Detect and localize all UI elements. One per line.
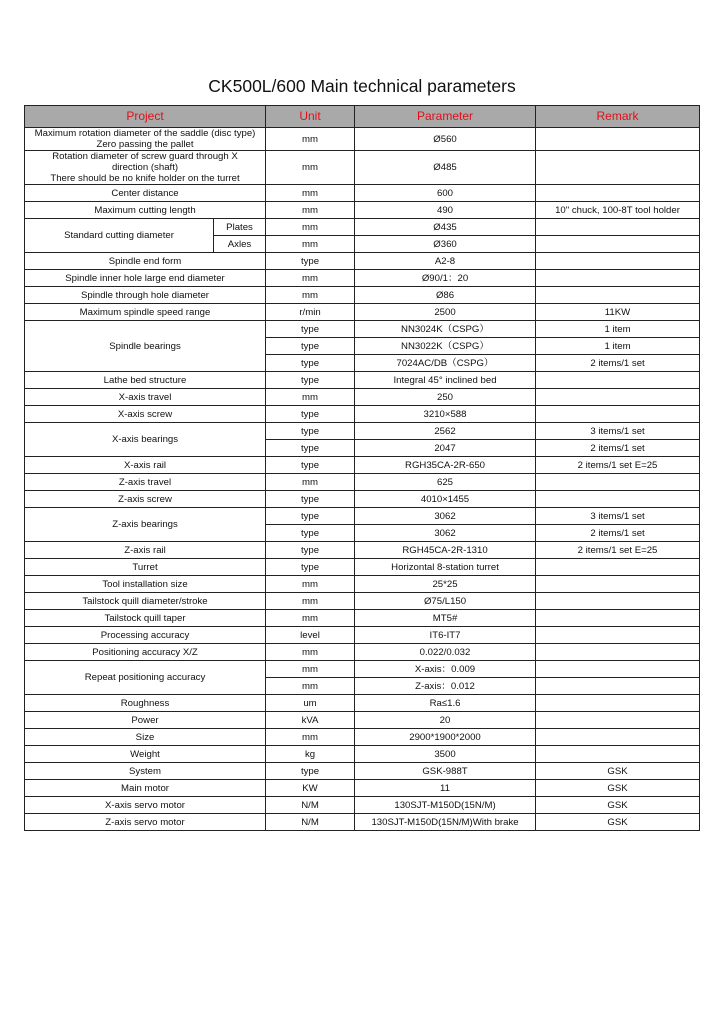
- parameter-cell: Ø86: [355, 287, 536, 304]
- parameter-cell: Ø560: [355, 128, 536, 151]
- project-line: Maximum rotation diameter of the saddle (disc type): [34, 128, 256, 139]
- remark-cell: 3 items/1 set: [536, 423, 700, 440]
- remark-cell: [536, 627, 700, 644]
- remark-cell: [536, 270, 700, 287]
- parameter-cell: 2500: [355, 304, 536, 321]
- unit-cell: type: [266, 338, 355, 355]
- unit-cell: type: [266, 525, 355, 542]
- parameter-cell: RGH35CA-2R-650: [355, 457, 536, 474]
- table-row: [25, 780, 700, 797]
- table-row: [25, 321, 700, 338]
- header-remark: Remark: [536, 106, 700, 128]
- unit-cell: mm: [266, 270, 355, 287]
- table-row: [25, 474, 700, 491]
- table-row: [25, 508, 700, 525]
- table-row: [25, 576, 700, 593]
- project-cell: Spindle inner hole large end diameter: [25, 270, 266, 287]
- project-cell: Power: [25, 712, 266, 729]
- remark-cell: [536, 389, 700, 406]
- unit-cell: mm: [266, 678, 355, 695]
- table-row: [25, 729, 700, 746]
- remark-cell: [536, 236, 700, 253]
- parameter-cell: Ø435: [355, 219, 536, 236]
- remark-cell: [536, 678, 700, 695]
- table-row: [25, 287, 700, 304]
- unit-cell: N/M: [266, 814, 355, 831]
- project-line: There should be no knife holder on the turret: [50, 173, 240, 184]
- remark-cell: [536, 128, 700, 151]
- remark-cell: [536, 287, 700, 304]
- parameter-cell: 250: [355, 389, 536, 406]
- parameter-cell: A2-8: [355, 253, 536, 270]
- project-cell: Processing accuracy: [25, 627, 266, 644]
- parameter-cell: NN3024K（CSPG）: [355, 321, 536, 338]
- table-row: [25, 661, 700, 678]
- project-cell: Lathe bed structure: [25, 372, 266, 389]
- unit-cell: mm: [266, 128, 355, 151]
- parameter-cell: RGH45CA-2R-1310: [355, 542, 536, 559]
- header-unit: Unit: [266, 106, 355, 128]
- project-cell: X-axis servo motor: [25, 797, 266, 814]
- remark-cell: [536, 253, 700, 270]
- project-cell: Z-axis servo motor: [25, 814, 266, 831]
- unit-cell: mm: [266, 474, 355, 491]
- project-cell: X-axis screw: [25, 406, 266, 423]
- project-cell: Turret: [25, 559, 266, 576]
- parameter-cell: 2562: [355, 423, 536, 440]
- unit-cell: mm: [266, 644, 355, 661]
- unit-cell: mm: [266, 610, 355, 627]
- project-cell: Spindle end form: [25, 253, 266, 270]
- parameter-cell: 11: [355, 780, 536, 797]
- project-line: Zero passing the pallet: [96, 139, 194, 150]
- unit-cell: mm: [266, 389, 355, 406]
- parameter-cell: Horizontal 8-station turret: [355, 559, 536, 576]
- project-cell: X-axis bearings: [25, 423, 266, 457]
- remark-cell: [536, 695, 700, 712]
- project-cell: Tailstock quill taper: [25, 610, 266, 627]
- project-cell: Z-axis travel: [25, 474, 266, 491]
- project-cell: X-axis rail: [25, 457, 266, 474]
- parameter-cell: 3210×588: [355, 406, 536, 423]
- parameter-cell: X-axis：0.009: [355, 661, 536, 678]
- project-cell: Tailstock quill diameter/stroke: [25, 593, 266, 610]
- table-row: [25, 372, 700, 389]
- remark-cell: GSK: [536, 780, 700, 797]
- table-row: [25, 457, 700, 474]
- remark-cell: 1 item: [536, 338, 700, 355]
- remark-cell: [536, 372, 700, 389]
- unit-cell: type: [266, 457, 355, 474]
- table-row: [25, 270, 700, 287]
- table-row: [25, 542, 700, 559]
- unit-cell: type: [266, 372, 355, 389]
- unit-cell: mm: [266, 236, 355, 253]
- parameter-cell: 7024AC/DB（CSPG）: [355, 355, 536, 372]
- parameter-cell: MT5#: [355, 610, 536, 627]
- project-cell: Positioning accuracy X/Z: [25, 644, 266, 661]
- project-cell: Z-axis rail: [25, 542, 266, 559]
- unit-cell: mm: [266, 219, 355, 236]
- project-cell: Z-axis bearings: [25, 508, 266, 542]
- parameter-cell: 625: [355, 474, 536, 491]
- table-row: [25, 253, 700, 270]
- remark-cell: GSK: [536, 763, 700, 780]
- remark-cell: [536, 644, 700, 661]
- document-title: CK500L/600 Main technical parameters: [208, 76, 516, 96]
- unit-cell: r/min: [266, 304, 355, 321]
- project-cell: Main motor: [25, 780, 266, 797]
- parameter-cell: Integral 45° inclined bed: [355, 372, 536, 389]
- remark-cell: [536, 661, 700, 678]
- remark-cell: [536, 185, 700, 202]
- parameter-cell: GSK-988T: [355, 763, 536, 780]
- table-row: [25, 219, 700, 236]
- remark-cell: 2 items/1 set: [536, 525, 700, 542]
- unit-cell: type: [266, 355, 355, 372]
- unit-cell: type: [266, 253, 355, 270]
- parameter-cell: 3500: [355, 746, 536, 763]
- table-row: [25, 797, 700, 814]
- parameter-cell: 490: [355, 202, 536, 219]
- unit-cell: type: [266, 763, 355, 780]
- table-row: [25, 712, 700, 729]
- project-cell: Repeat positioning accuracy: [25, 661, 266, 695]
- remark-cell: GSK: [536, 797, 700, 814]
- remark-cell: [536, 610, 700, 627]
- remark-cell: 11KW: [536, 304, 700, 321]
- unit-cell: type: [266, 542, 355, 559]
- unit-cell: type: [266, 440, 355, 457]
- unit-cell: mm: [266, 151, 355, 185]
- parameter-cell: 3062: [355, 525, 536, 542]
- project-cell: X-axis travel: [25, 389, 266, 406]
- table-row: [25, 304, 700, 321]
- parameter-cell: Z-axis：0.012: [355, 678, 536, 695]
- remark-cell: [536, 559, 700, 576]
- remark-cell: 2 items/1 set: [536, 440, 700, 457]
- unit-cell: kg: [266, 746, 355, 763]
- parameter-cell: Ra≤1.6: [355, 695, 536, 712]
- remark-cell: [536, 593, 700, 610]
- parameter-cell: 130SJT-M150D(15N/M)With brake: [355, 814, 536, 831]
- remark-cell: 2 items/1 set: [536, 355, 700, 372]
- parameter-cell: IT6-IT7: [355, 627, 536, 644]
- parameter-cell: 3062: [355, 508, 536, 525]
- project-cell: Roughness: [25, 695, 266, 712]
- parameter-cell: 2900*1900*2000: [355, 729, 536, 746]
- project-cell: Tool installation size: [25, 576, 266, 593]
- parameter-cell: Ø485: [355, 151, 536, 185]
- unit-cell: mm: [266, 661, 355, 678]
- table-header-row: [25, 106, 700, 128]
- unit-cell: mm: [266, 576, 355, 593]
- header-project: Project: [25, 106, 266, 128]
- remark-cell: [536, 219, 700, 236]
- unit-cell: um: [266, 695, 355, 712]
- project-line: direction (shaft): [111, 162, 179, 173]
- remark-cell: [536, 474, 700, 491]
- remark-cell: [536, 729, 700, 746]
- remark-cell: 1 item: [536, 321, 700, 338]
- remark-cell: [536, 746, 700, 763]
- header-parameter: Parameter: [355, 106, 536, 128]
- remark-cell: [536, 712, 700, 729]
- remark-cell: 2 items/1 set E=25: [536, 457, 700, 474]
- table-row: [25, 185, 700, 202]
- table-row: [25, 746, 700, 763]
- project-cell: Spindle bearings: [25, 321, 266, 372]
- table-row: [25, 627, 700, 644]
- parameter-cell: 2047: [355, 440, 536, 457]
- remark-cell: [536, 406, 700, 423]
- project-cell: Standard cutting diameter: [25, 219, 214, 253]
- parameter-cell: Ø360: [355, 236, 536, 253]
- parameter-cell: 0.022/0.032: [355, 644, 536, 661]
- remark-cell: [536, 151, 700, 185]
- unit-cell: type: [266, 406, 355, 423]
- unit-cell: level: [266, 627, 355, 644]
- table-row: [25, 610, 700, 627]
- unit-cell: type: [266, 321, 355, 338]
- project-cell: Spindle through hole diameter: [25, 287, 266, 304]
- unit-cell: kVA: [266, 712, 355, 729]
- project-cell: Z-axis screw: [25, 491, 266, 508]
- remark-cell: GSK: [536, 814, 700, 831]
- remark-cell: [536, 576, 700, 593]
- project-cell: Maximum spindle speed range: [25, 304, 266, 321]
- unit-cell: KW: [266, 780, 355, 797]
- table-row: [25, 389, 700, 406]
- parameters-table: [24, 105, 700, 831]
- parameter-cell: NN3022K（CSPG）: [355, 338, 536, 355]
- remark-cell: [536, 491, 700, 508]
- project-line: Rotation diameter of screw guard through X: [52, 151, 238, 162]
- remark-cell: 2 items/1 set E=25: [536, 542, 700, 559]
- table-row: [25, 406, 700, 423]
- project-cell: Center distance: [25, 185, 266, 202]
- table-row: [25, 202, 700, 219]
- table-row: [25, 491, 700, 508]
- parameter-cell: 4010×1455: [355, 491, 536, 508]
- project-cell: System: [25, 763, 266, 780]
- table-row: [25, 559, 700, 576]
- unit-cell: N/M: [266, 797, 355, 814]
- unit-cell: type: [266, 423, 355, 440]
- unit-cell: mm: [266, 202, 355, 219]
- project-cell: [25, 151, 266, 185]
- table-row: [25, 814, 700, 831]
- parameter-cell: 20: [355, 712, 536, 729]
- parameter-cell: Ø90/1：20: [355, 270, 536, 287]
- table-row: [25, 128, 700, 151]
- parameter-cell: Ø75/L150: [355, 593, 536, 610]
- parameter-cell: 600: [355, 185, 536, 202]
- table-row: [25, 593, 700, 610]
- unit-cell: type: [266, 508, 355, 525]
- parameter-cell: 130SJT-M150D(15N/M): [355, 797, 536, 814]
- unit-cell: mm: [266, 593, 355, 610]
- project-cell: Weight: [25, 746, 266, 763]
- unit-cell: mm: [266, 287, 355, 304]
- unit-cell: type: [266, 491, 355, 508]
- project-cell: Maximum cutting length: [25, 202, 266, 219]
- table-row: [25, 695, 700, 712]
- unit-cell: mm: [266, 185, 355, 202]
- table-row: [25, 423, 700, 440]
- table-row: [25, 151, 700, 185]
- table-row: [25, 763, 700, 780]
- sub-project-cell: Axles: [214, 236, 266, 253]
- sub-project-cell: Plates: [214, 219, 266, 236]
- remark-cell: 10" chuck, 100-8T tool holder: [536, 202, 700, 219]
- unit-cell: type: [266, 559, 355, 576]
- parameter-cell: 25*25: [355, 576, 536, 593]
- remark-cell: 3 items/1 set: [536, 508, 700, 525]
- table-row: [25, 644, 700, 661]
- project-cell: [25, 128, 266, 151]
- unit-cell: mm: [266, 729, 355, 746]
- project-cell: Size: [25, 729, 266, 746]
